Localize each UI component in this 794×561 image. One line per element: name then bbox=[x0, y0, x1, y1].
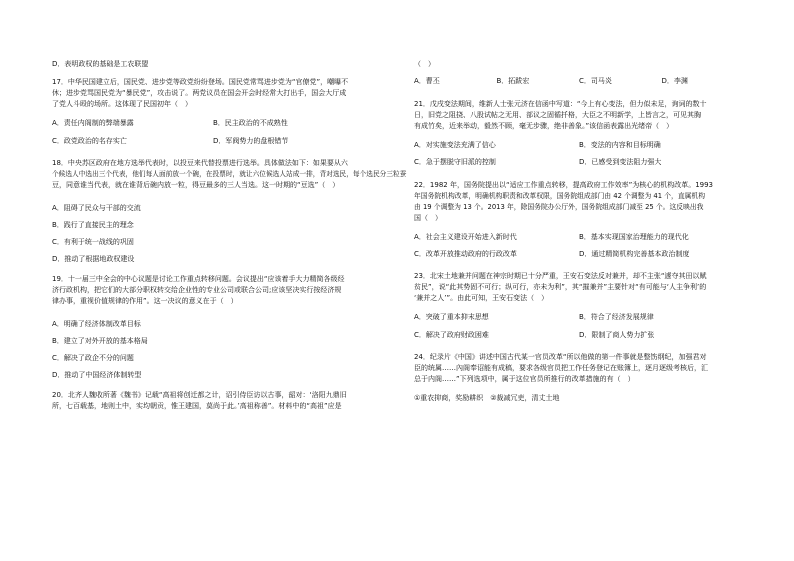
question-23-options-row bbox=[414, 331, 744, 339]
question-22-line: 22．1982 年，国务院提出以“适应工作重点转移，提高政府工作效率”为核心的机构改革。1993 bbox=[414, 180, 714, 189]
question-19-option-a: A．明确了经济体制改革目标 bbox=[52, 320, 141, 329]
question-22-line: 由 19 个调整为 13 个。2013 年，除国务院办公厅外，国务院组成部门减至 25 个。这反映出我 bbox=[414, 202, 704, 211]
question-17-options-row bbox=[52, 137, 374, 145]
question-19-option-b: B．建立了对外开放的基本格局 bbox=[52, 337, 148, 346]
question-18-line: 个候选人中选出三个代表，他们每人面前放一个碗，在投票时，就让六位候选人站成一排，背对选民，每个选民分三粒蚕 bbox=[52, 170, 407, 179]
question-21-line: 日，旧党之阻挠、八股试帖之无用、部议之固循扦格，大臣之不明新学，上皆言之，可见其胸 bbox=[414, 110, 701, 119]
question-18-option-c: C．有利于统一战线的巩固 bbox=[52, 238, 134, 247]
question-19 bbox=[52, 274, 374, 384]
question-22 bbox=[414, 180, 744, 259]
question-21-option-c: C．急于摆脱守旧派的控制 bbox=[414, 158, 496, 167]
question-20-option-a: A．曹丕 bbox=[414, 77, 440, 86]
question-20-line: 所，七百载基，地则土中，实均朝贡，惟王建国，莫尚于此。’高祖称善”。材料中的“高祖”应是 bbox=[52, 402, 342, 411]
question-23-line: 23．北宋土地兼并问题在神宗时期已十分严重，王安石变法反对兼并，却不主张“遽夺其田以赋 bbox=[414, 272, 707, 281]
question-20-options-row bbox=[414, 77, 744, 85]
question-18-option-d: D．推动了根据地政权建设 bbox=[52, 255, 135, 264]
question-21-option-b: B．变法的内容和目标明确 bbox=[579, 140, 661, 149]
question-22-option-d: D．通过精简机构完善基本政治制度 bbox=[579, 249, 690, 258]
question-24-line: 臣的统属……內阁奉诏能有成稿，要求各级官员把工作任务登记在账簿上，逐月逐级考核后，汇 bbox=[414, 364, 708, 373]
question-23-option-a: A．突破了重本抑末思想 bbox=[414, 313, 489, 322]
question-21 bbox=[414, 99, 744, 167]
question-23-option-b: B．符合了经济发展规律 bbox=[579, 313, 654, 322]
question-17 bbox=[52, 77, 374, 145]
question-21-line: 21．戊戌变法期间，维新人士张元济在信函中写道：“今上有心变法，但力似未足，询词的数十 bbox=[414, 99, 707, 108]
question-22-line: 国（ ） bbox=[414, 213, 442, 222]
question-18-line: 18．中央苏区政府在地方选举代表时，以投豆来代替投票进行选举。具体做法如下：如果要从六 bbox=[52, 159, 348, 168]
question-18 bbox=[52, 158, 407, 268]
question-18-line: 豆，同意谁当代表，就在谁背后碗内放一粒，得豆最多的三人当选。这一时期的“豆选”（ ） bbox=[52, 181, 340, 190]
question-19-line: 19．十一届三中全会的中心议题是讨论工作重点转移问题。会议提出“应该着手大力精简各级经 bbox=[52, 275, 345, 284]
question-22-option-c: C．改革开放推动政府的行政改革 bbox=[414, 249, 517, 258]
question-20 bbox=[52, 390, 374, 412]
question-19-line: 济行政机构，把它们的大部分职权转交给企业性的专业公司或联合公司;应该坚决实行按经济规 bbox=[52, 286, 342, 295]
question-17-line: 17．中华民国建立后，国民党、进步党等政党纷纷登场。国民党常骂进步党为“官僚党”，嘲曝不 bbox=[52, 78, 349, 87]
question-17-option-c: C．政党政治的名存实亡 bbox=[52, 136, 127, 145]
question-20-option-d: D．李渊 bbox=[661, 77, 688, 86]
question-18-option-b: B．践行了直接民主的理念 bbox=[52, 221, 134, 230]
left-column bbox=[52, 60, 407, 412]
question-24 bbox=[414, 352, 744, 402]
question-22-option-a: A．社会主义建设开始进入新时代 bbox=[414, 232, 517, 241]
question-21-options-row bbox=[414, 158, 744, 166]
question-17-options-row bbox=[52, 119, 374, 127]
q16-option-d: D．表明政权的基础是工农联盟 bbox=[52, 60, 149, 68]
question-23-line: ‘兼并之人’”。由此可知，王安石变法（ ） bbox=[414, 294, 549, 303]
question-20-blank: （ ） bbox=[414, 60, 435, 68]
question-17-option-b: B．民主政治的不成熟性 bbox=[213, 119, 288, 128]
question-19-option-d: D．推动了中国经济体制转型 bbox=[52, 371, 142, 380]
question-21-line: 有成竹矣，近来举动，毅然不顾，毫无步骤，绝非善象。”该信函表露出光绪帝（ ） bbox=[414, 121, 674, 130]
question-24-option-items: ①重农抑商，奖励耕织 ②裁减冗吏，清丈土地 bbox=[414, 394, 560, 403]
question-19-option-c: C．解决了政企不分的问题 bbox=[52, 354, 134, 363]
question-20-option-b: B．拓跋宏 bbox=[496, 77, 530, 86]
question-22-options-row bbox=[414, 250, 744, 258]
question-22-line: 年国务院机构改革，明确机构职责和改革权限，国务院组成部门由 42 个调整为 41 个，直属机构 bbox=[414, 191, 706, 200]
question-20-option-c: C．司马炎 bbox=[579, 77, 612, 86]
question-22-option-b: B．基本实现国家治理能力的现代化 bbox=[579, 232, 689, 241]
question-18-option-a: A．阻碍了民众与干部的交流 bbox=[52, 204, 141, 213]
question-17-option-d: D．军阀势力的盘根错节 bbox=[213, 136, 289, 145]
question-20-line: 20．北齐人魏收所著《魏书》记载“高祖将创迁都之计，诏引侍臣访以古事，韶对：‘洛阳九鼎旧 bbox=[52, 391, 347, 400]
question-23-options-row bbox=[414, 313, 744, 321]
question-23-option-c: C．解决了政府财政困难 bbox=[414, 330, 489, 339]
question-19-line: 律办事，重视价值规律的作用”。这一决议的意义在于（ ） bbox=[52, 297, 238, 306]
question-22-options-row bbox=[414, 233, 744, 241]
question-17-line: 了党人斗殴的场所。这体现了民国初年（ ） bbox=[52, 100, 192, 109]
question-17-option-a: A．责任内阁制的弊端暴露 bbox=[52, 119, 134, 128]
question-24-line: 24．纪录片《中国》讲述中国古代某一官员改革“所以他做的第一件事就是整饬纲纪，加强君对 bbox=[414, 353, 707, 362]
question-24-line: 总于内阁……”下列选项中，属于这位官员所推行的改革措施的有（ ） bbox=[414, 375, 635, 384]
question-17-line: 休；进步党骂国民党为“暴民党”，攻击说了。两党议员在国会开会时经常大打出手，国会大厅成 bbox=[52, 89, 347, 98]
question-21-options-row bbox=[414, 141, 744, 149]
question-23-line: 贫民”，说“此其势固不可行；纵可行，亦未为利”，其“摧兼并”主要针对“有可能与‘人主争利’的 bbox=[414, 283, 707, 292]
question-21-option-a: A．对实施变法充满了信心 bbox=[414, 140, 496, 149]
question-21-option-d: D．已感受到变法阻力强大 bbox=[579, 158, 662, 167]
question-23 bbox=[414, 271, 744, 339]
right-column bbox=[414, 60, 744, 403]
question-23-option-d: D．限制了商人势力扩张 bbox=[579, 330, 655, 339]
